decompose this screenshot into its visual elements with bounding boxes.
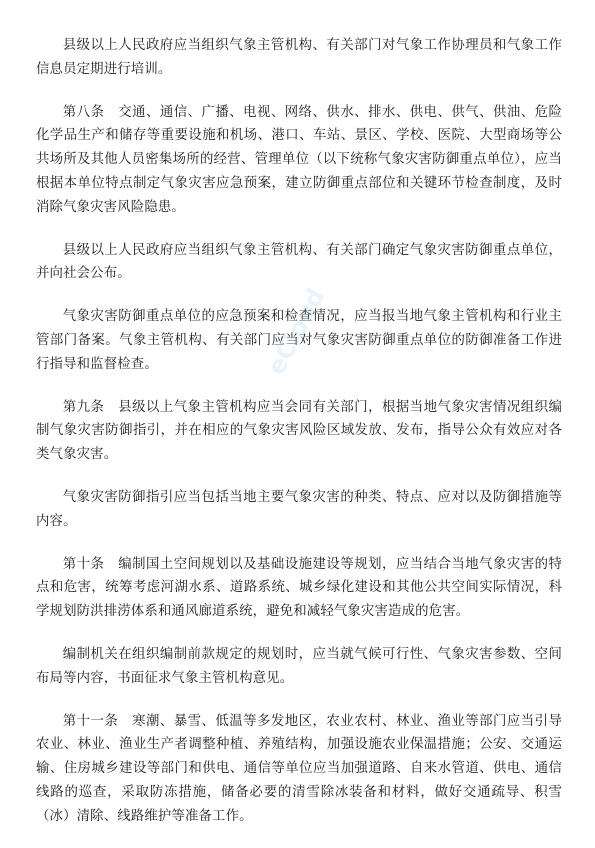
paragraph-guidance-content: 气象灾害防御指引应当包括当地主要气象灾害的种类、特点、应对以及防御措施等内容。 xyxy=(36,489,562,529)
paragraph-article-11: 第十一条 寒潮、暴雪、低温等多发地区，农业农村、林业、渔业等部门应当引导农业、林业、渔业生产者调整种植、养殖结构，加强设施农业保温措施；公安、交通运输、住房城乡建设等部门和供电、通信等单位应当加强道路、自来水管道、供电、通信线路的巡查，采取防冻措施，储备必要的清雪除冰装备和材料，做好交通疏导、积雪（冰）清除、线路维护等准备工作。 xyxy=(36,713,562,824)
document-page xyxy=(36,34,562,848)
paragraph-key-units-publish: 县级以上人民政府应当组织气象主管机构、有关部门确定气象灾害防御重点单位，并向社会公布。 xyxy=(36,242,562,282)
paragraph-article-9: 第九条 县级以上气象主管机构应当会同有关部门，根据当地气象灾害情况组织编制气象灾害防御指引，并在相应的气象灾害风险区域发放、发布，指导公众有效应对各类气象灾害。 xyxy=(36,399,562,463)
paragraph-planning-opinion: 编制机关在组织编制前款规定的规划时，应当就气候可行性、气象灾害参数、空间布局等内容，书面征求气象主管机构意见。 xyxy=(36,646,562,686)
paragraph-article-10: 第十条 编制国土空间规划以及基础设施建设等规划，应当结合当地气象灾害的特点和危害，统筹考虑河湖水系、道路系统、城乡绿化建设和其他公共空间实际情况，科学规划防洪排涝体系和通风廊道系统，避免和减轻气象灾害造成的危害。 xyxy=(36,556,562,620)
paragraph-key-units-filing: 气象灾害防御重点单位的应急预案和检查情况，应当报当地气象主管机构和行业主管部门备案。气象主管机构、有关部门应当对气象灾害防御重点单位的防御准备工作进行指导和监督检查。 xyxy=(36,309,562,372)
paragraph-article-8: 第八条 交通、通信、广播、电视、网络、供水、排水、供电、供气、供油、危险化学品生产和储存等重要设施和机场、港口、车站、景区、学校、医院、大型商场等公共场所及其他人员密集场所的经营、管理单位（以下统称气象灾害防御重点单位），应当根据本单位特点制定气象灾害应急预案，建立防御重点部位和关键环节检查制度，及时消除气象灾害风险隐患。 xyxy=(36,104,562,215)
watermark-logo: eCloud xyxy=(262,283,331,380)
paragraph-training: 县级以上人民政府应当组织气象主管机构、有关部门对气象工作协理员和气象工作信息员定期进行培训。 xyxy=(36,38,562,77)
